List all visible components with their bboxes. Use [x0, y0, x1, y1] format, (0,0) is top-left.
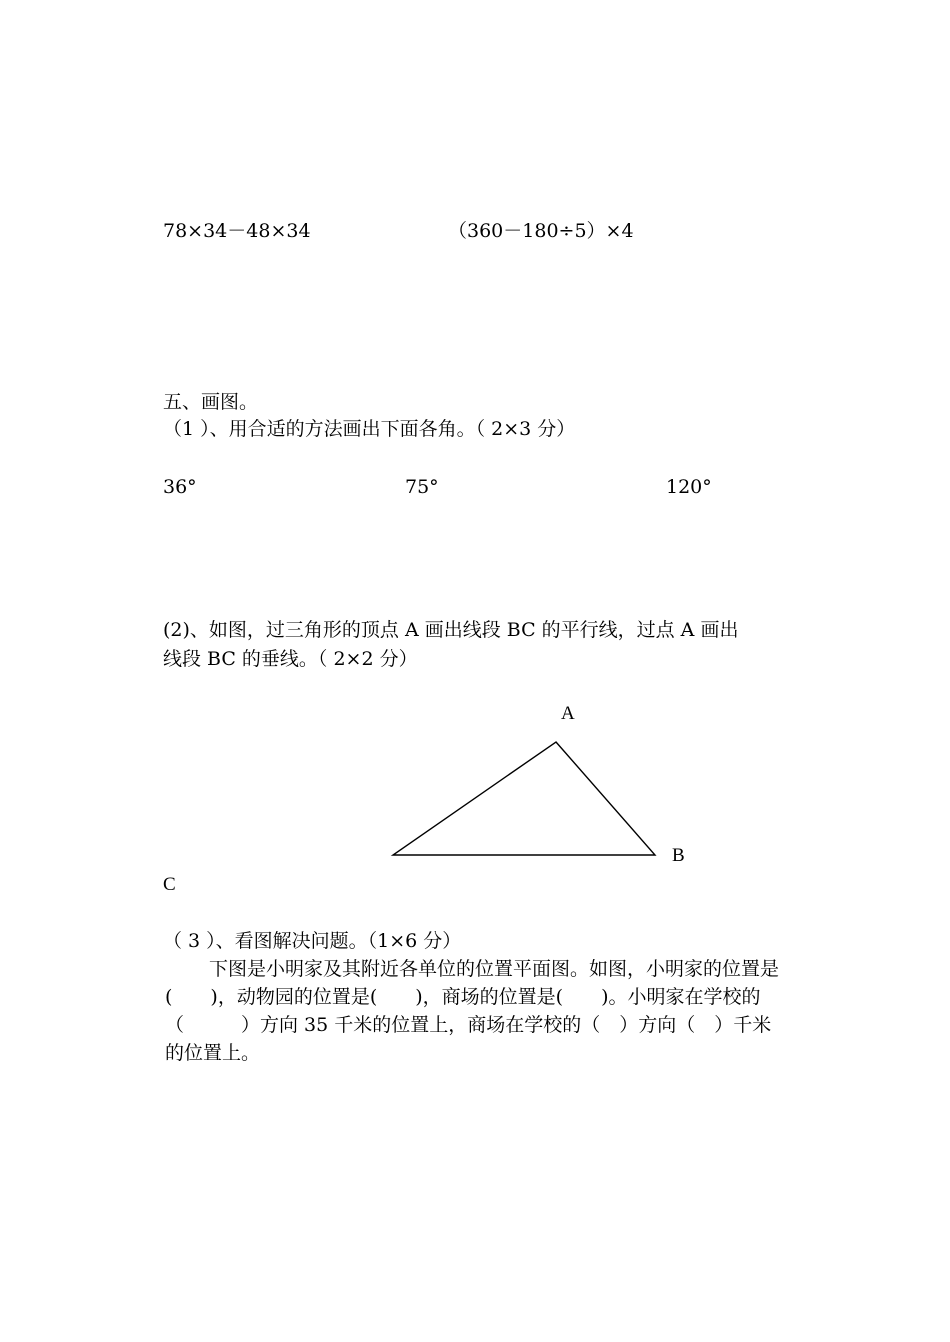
section-heading: 五、画图。 — [163, 391, 259, 413]
question-3-text: 下图是小明家及其附近各单位的位置平面图。如图，小明家的位置是( )，动物园的位置是( )，商场的位置是( )。小明家在学校的（ ）方向 35 千米的位置上，商场在学校的（ ）方向（ ）千米的位置上。 — [165, 958, 780, 1064]
question-1-title: （1 ）、用合适的方法画出下面各角。（ 2×3 分） — [163, 418, 576, 440]
vertex-label-b: B — [672, 845, 685, 866]
question-2-line-1: (2)、如图，过三角形的顶点 A 画出线段 BC 的平行线，过点 A 画出 — [163, 619, 739, 641]
angle-label-120: 120° — [666, 476, 712, 498]
question-3-body — [165, 955, 787, 1067]
expression-1: 78×34－48×34 — [163, 220, 311, 242]
question-2-line-2: 线段 BC 的垂线。（ 2×2 分） — [163, 648, 418, 670]
vertex-label-a: A — [561, 703, 575, 724]
angle-label-36: 36° — [163, 476, 197, 498]
question-3-title: （ 3 ）、看图解决问题。（1×6 分） — [163, 930, 462, 952]
vertex-label-c: C — [163, 874, 176, 895]
angle-label-75: 75° — [405, 476, 439, 498]
triangle-abc — [393, 742, 655, 855]
expression-2: （360－180÷5）×4 — [448, 220, 634, 242]
